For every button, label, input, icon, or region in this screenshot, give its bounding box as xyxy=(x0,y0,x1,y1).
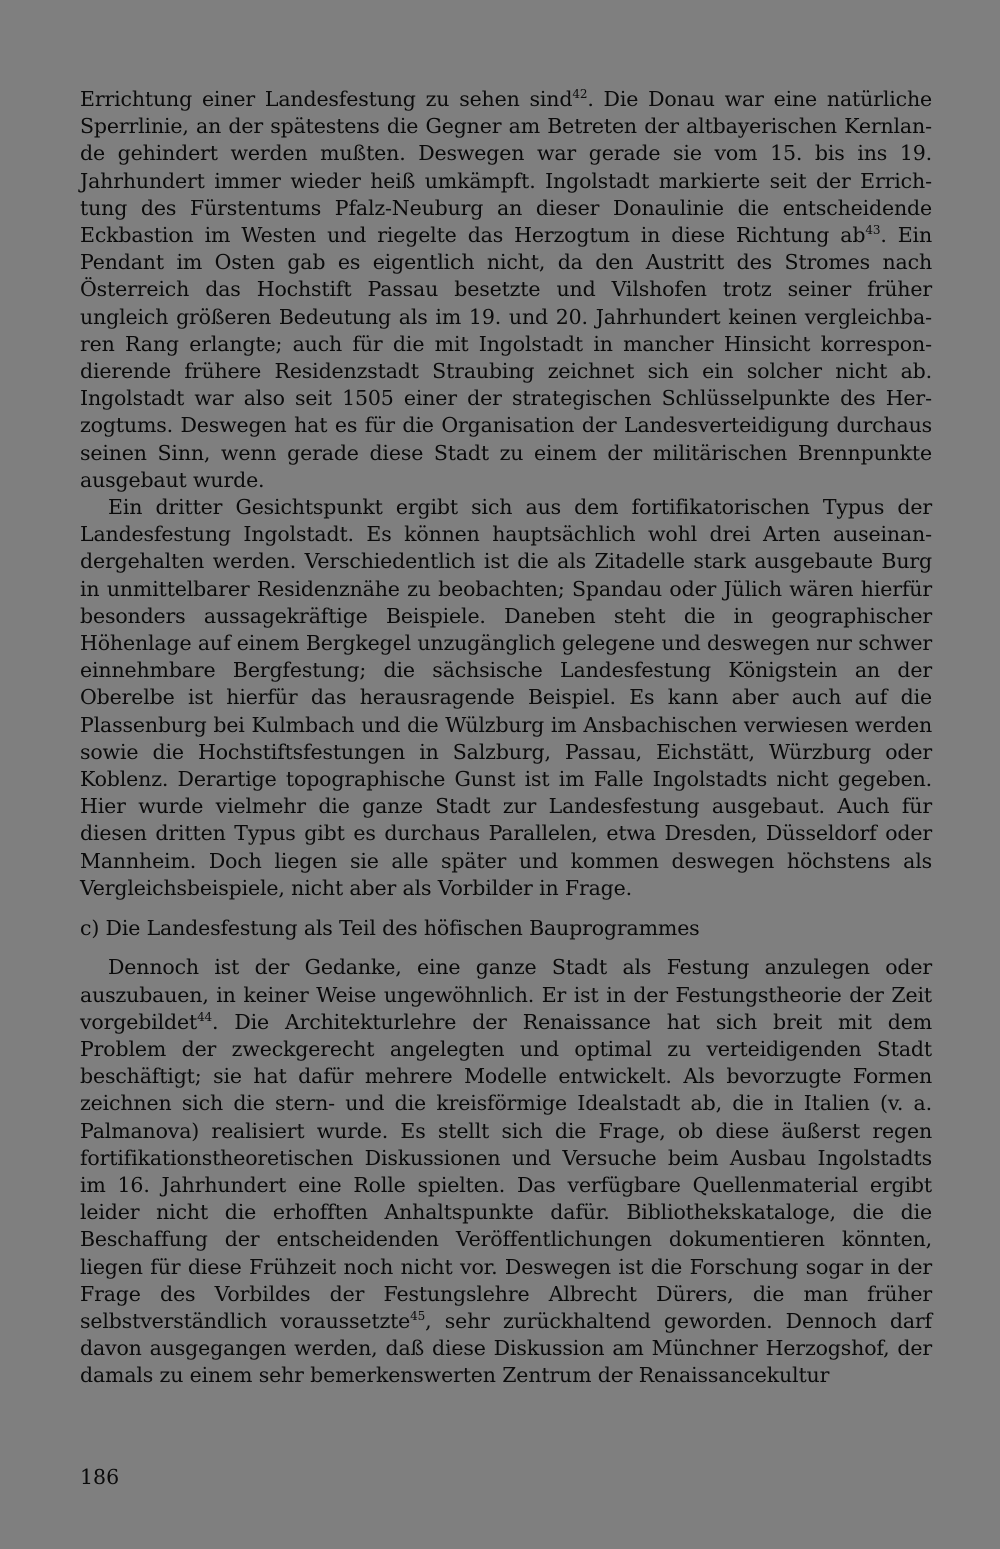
footnote-ref-44: 44 xyxy=(197,1009,213,1024)
paragraph-text: . Ein Pendant im Osten gab es eigentlich nicht, da den Austritt des Stromes nach Österreich das Hochstift Passau besetzte und Vilshofen trotz seiner früher ungleich größeren Bedeutung als im 19. und 20. Jahrhundert keinen vergleichbaren Rang erlangte; auch für die mit Ingolstadt in mancher Hinsicht korrespondierende frühere Residenzstadt Straubing zeichnet sich ein solcher nicht ab. Ingolstadt war also seit 1505 einer der strategischen Schlüsselpunkte des Herzogtums. Deswegen hat es für die Organisation der Landesverteidigung durchaus seinen Sinn, wenn gerade diese Stadt zu einem der militärischen Brennpunkte ausgebaut wurde. xyxy=(80,223,932,492)
page-number: 186 xyxy=(80,1465,120,1489)
footnote-ref-45: 45 xyxy=(410,1308,426,1323)
paragraph-text: . Die Donau war eine natürliche Sperrlinie, an der spätestens die Gegner am Betreten der altbayerischen Kernlande gehindert werden mußten. Deswegen war gerade sie vom 15. bis ins 19. Jahrhundert immer wieder heiß umkämpft. Ingolstadt markierte seit der Errichtung des Fürstentums Pfalz-Neuburg an dieser Donaulinie die entscheidende Eckbastion im Westen und riegelte das Herzogtum in diese Richtung ab xyxy=(80,87,932,248)
footnote-ref-43: 43 xyxy=(865,223,881,238)
paragraph-text: . Die Architekturlehre der Renaissance hat sich breit mit dem Problem der zweckgerecht angelegten und optimal zu verteidigenden Stadt beschäftigt; sie hat dafür mehrere Modelle entwickelt. Als bevorzugte Formen zeichnen sich die stern- und die kreisförmige Idealstadt ab, die in Italien (v. a. Palmanova) realisiert wurde. Es stellt sich die Frage, ob diese äußerst regen fortifikationstheoretischen Diskussionen und Versuche beim Ausbau Ingolstadts im 16. Jahrhundert eine Rolle spielten. Das verfügbare Quellenmaterial ergibt leider nicht die erhofften Anhaltspunkte dafür. Bibliothekskataloge, die die Beschaffung der entscheidenden Veröffentlichungen dokumentieren könnten, liegen für diese Frühzeit noch nicht vor. Deswegen ist die Forschung sogar in der Frage des Vorbildes der Festungslehre Albrecht Dürers, die man früher selbstverständlich voraussetzte xyxy=(80,1009,932,1333)
section-heading: c) Die Landesfestung als Teil des höfischen Bauprogrammes xyxy=(80,916,700,941)
paragraph-text: Errichtung einer Landesfestung zu sehen sind xyxy=(80,87,573,111)
paragraph-text: Ein dritter Gesichtspunkt ergibt sich aus dem fortifikatorischen Typus der Landesfestung Ingolstadt. Es können hauptsächlich wohl drei Arten auseinandergehalten werden. Verschiedentlich ist die als Zitadelle stark ausgebaute Burg in unmittelbarer Residenznähe zu beobachten; Spandau oder Jülich wären hierfür besonders aussagekräftige Beispiele. Daneben steht die in geographischer Höhenlage auf einem Bergkegel unzugänglich gelegene und deswegen nur schwer einnehmbare Bergfestung; die sächsische Landesfestung Königstein an der Oberelbe ist hierfür das herausragende Beispiel. Es kann aber auch auf die Plassenburg bei Kulmbach und die Wülzburg im Ansbachischen verwiesen werden sowie die Hochstiftsfestungen in Salzburg, Passau, Eichstätt, Würzburg oder Koblenz. Derartige topographische Gunst ist im Falle Ingolstadts nicht gegeben. Hier wurde vielmehr die ganze Stadt zur Landesfestung ausgebaut. Auch für diesen dritten Typus gibt es durchaus Parallelen, etwa Dresden, Düsseldorf oder Mannheim. Doch liegen sie alle später und kommen deswegen höchstens als Vergleichsbeispiele, nicht aber als Vorbilder in Frage. xyxy=(80,495,932,900)
page-text-block xyxy=(80,86,932,1390)
paragraph-3 xyxy=(80,954,932,1389)
paragraph-1 xyxy=(80,86,932,494)
paragraph-text: Dennoch ist der Gedanke, eine ganze Stadt als Festung anzulegen oder auszubauen, in keiner Weise ungewöhnlich. Er ist in der Festungstheorie der Zeit vorgebildet xyxy=(80,955,932,1034)
footnote-ref-42: 42 xyxy=(572,87,588,101)
paragraph-2 xyxy=(80,494,932,902)
paragraph-text: , sehr zurückhaltend geworden. Dennoch darf davon ausgegangen werden, daß diese Diskussion am Münchner Herzogshof, der damals zu einem sehr bemerkenswerten Zentrum der Renaissancekultur xyxy=(80,1308,932,1388)
